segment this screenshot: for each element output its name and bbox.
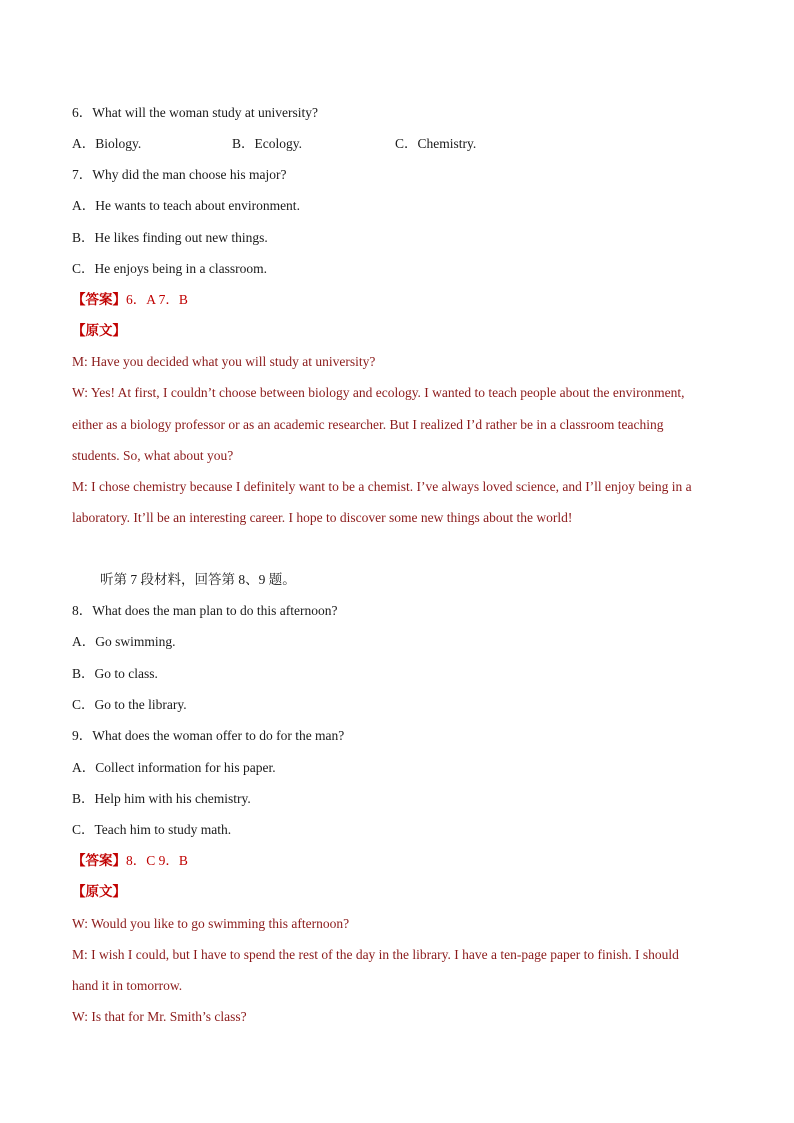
q9-option-c: C．Teach him to study math. <box>72 822 232 837</box>
q6-option-a: A．Biology. <box>72 136 142 151</box>
transcript-tag: 【原文】 <box>72 884 126 899</box>
transcript-line: M: I chose chemistry because I definitely want to be a chemist. I’ve always loved science, and I’ll enjoy being in a <box>72 479 692 494</box>
q6-option-b: B．Ecology. <box>232 136 302 151</box>
q8-option-a: A．Go swimming. <box>72 634 176 649</box>
transcript-line: hand it in tomorrow. <box>72 978 183 993</box>
q7-option-b: B．He likes finding out new things. <box>72 230 268 245</box>
answer-tag: 【答案】 <box>72 853 126 868</box>
transcript-line: M: Have you decided what you will study at university? <box>72 354 376 369</box>
section-instruction: 听第 7 段材料，回答第 8、9 题。 <box>100 572 296 587</box>
transcript-line: either as a biology professor or as an academic researcher. But I realized I’d rather be in a classroom teaching <box>72 417 664 432</box>
answer-1 <box>72 292 188 308</box>
transcript-line: laboratory. It’ll be an interesting career. I hope to discover some new things about the world! <box>72 510 573 525</box>
transcript-line: W: Would you like to go swimming this afternoon? <box>72 916 350 931</box>
transcript-tag: 【原文】 <box>72 323 126 338</box>
transcript-line: W: Is that for Mr. Smith’s class? <box>72 1009 247 1024</box>
q9-stem: 9．What does the woman offer to do for the man? <box>72 728 345 743</box>
q7-option-c: C．He enjoys being in a classroom. <box>72 261 267 276</box>
q6-option-c: C．Chemistry. <box>395 136 477 151</box>
q9-option-a: A．Collect information for his paper. <box>72 760 276 775</box>
answer-value: 8．C 9．B <box>126 853 188 868</box>
q7-option-a: A．He wants to teach about environment. <box>72 198 300 213</box>
transcript-line: students. So, what about you? <box>72 448 234 463</box>
q9-option-b: B．Help him with his chemistry. <box>72 791 251 806</box>
q8-stem: 8．What does the man plan to do this afternoon? <box>72 603 338 618</box>
transcript-line: W: Yes! At first, I couldn’t choose between biology and ecology. I wanted to teach people about the environment, <box>72 385 685 400</box>
q7-stem: 7．Why did the man choose his major? <box>72 167 287 182</box>
answer-2 <box>72 853 188 869</box>
answer-value: 6．A 7．B <box>126 292 188 307</box>
q8-option-c: C．Go to the library. <box>72 697 187 712</box>
answer-tag: 【答案】 <box>72 292 126 307</box>
q8-option-b: B．Go to class. <box>72 666 158 681</box>
transcript-line: M: I wish I could, but I have to spend the rest of the day in the library. I have a ten-page paper to finish. I should <box>72 947 679 962</box>
q6-stem: 6．What will the woman study at university? <box>72 105 318 120</box>
